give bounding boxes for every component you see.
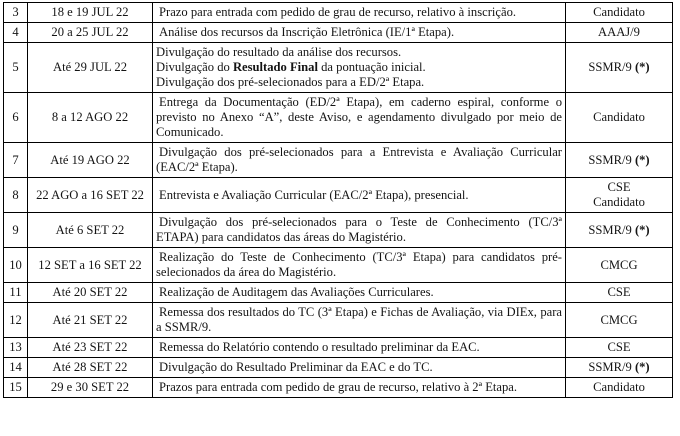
description-line: Entrevista e Avaliação Curricular (EAC/2ª Etapa), presencial. [159,187,469,202]
table-row [4,303,673,338]
cell-row-number: 4 [4,23,28,43]
cell-date: Até 29 JUL 22 [28,43,153,93]
schedule-table [3,2,673,398]
cell-row-number: 14 [4,358,28,378]
cell-responsible [566,43,673,93]
table-row [4,93,673,143]
cell-date: 8 a 12 AGO 22 [28,93,153,143]
cell-row-number: 3 [4,3,28,23]
cell-responsible [566,178,673,213]
schedule-table-body [4,3,673,398]
responsible-line: Candidato [593,110,645,124]
table-row [4,338,673,358]
description-line: Entrega da Documentação (ED/2ª Etapa), em caderno espiral, conforme o previsto no Anexo “A”, deste Aviso, e agendamento divulgado por meio de Comunicado. [156,95,562,139]
description-line: Divulgação dos pré-selecionados para a Entrevista e Avaliação Curricular (EAC/2ª Etapa). [156,145,562,174]
description-line: Divulgação do Resultado Preliminar da EAC e do TC. [159,360,433,374]
cell-date: 29 e 30 SET 22 [28,378,153,398]
cell-row-number: 9 [4,213,28,248]
cell-date: Até 28 SET 22 [28,358,153,378]
responsible-line: SSMR/9 (*) [588,152,650,167]
responsible-line: Candidato [593,380,645,394]
description-line: Prazos para entrada com pedido de grau de recurso, relativo à 2ª Etapa. [159,380,518,394]
table-row [4,378,673,398]
responsible-line: SSMR/9 (*) [588,222,650,237]
cell-responsible [566,303,673,338]
description-line: Realização de Auditagem das Avaliações Curriculares. [159,285,434,299]
cell-date: 12 SET a 16 SET 22 [28,248,153,283]
cell-responsible [566,338,673,358]
responsible-line: CSE [607,285,631,299]
cell-row-number: 8 [4,178,28,213]
cell-date: 20 a 25 JUL 22 [28,23,153,43]
cell-description [153,3,566,23]
cell-row-number: 7 [4,143,28,178]
cell-responsible [566,358,673,378]
cell-description [153,23,566,43]
cell-responsible [566,213,673,248]
cell-description [153,93,566,143]
cell-row-number: 11 [4,283,28,303]
cell-row-number: 12 [4,303,28,338]
description-line: Divulgação dos pré-selecionados para a ED/2ª Etapa. [156,75,425,89]
description-line: Análise dos recursos da Inscrição Eletrônica (IE/1ª Etapa). [159,25,455,39]
cell-responsible [566,3,673,23]
table-row [4,358,673,378]
description-line: Divulgação dos pré-selecionados para o Teste de Conhecimento (TC/3ª ETAPA) para candidatos das áreas do Magistério. [156,215,562,244]
cell-date: Até 6 SET 22 [28,213,153,248]
table-row [4,283,673,303]
cell-date: 18 e 19 JUL 22 [28,3,153,23]
cell-responsible [566,143,673,178]
responsible-line: SSMR/9 (*) [588,60,650,74]
cell-row-number: 15 [4,378,28,398]
table-row [4,23,673,43]
description-line: Divulgação do Resultado Final da pontuação inicial. [156,60,426,74]
responsible-line: Candidato [593,5,645,19]
description-line: Divulgação do resultado da análise dos recursos. [156,45,402,59]
table-row [4,143,673,178]
cell-row-number: 10 [4,248,28,283]
cell-description [153,338,566,358]
responsible-line: CSE [607,340,631,354]
cell-description [153,378,566,398]
cell-description [153,178,566,213]
cell-responsible [566,378,673,398]
cell-row-number: 13 [4,338,28,358]
cell-responsible [566,283,673,303]
cell-row-number: 6 [4,93,28,143]
cell-date: Até 23 SET 22 [28,338,153,358]
document-page [3,2,673,398]
responsible-line: SSMR/9 (*) [588,360,650,374]
table-row [4,213,673,248]
responsible-line: CMCG [600,257,638,272]
cell-description [153,43,566,93]
description-line: Remessa do Relatório contendo o resultado preliminar da EAC. [159,340,480,354]
cell-description [153,358,566,378]
cell-description [153,283,566,303]
table-row [4,178,673,213]
responsible-line: CSE [607,180,631,194]
cell-date: Até 19 AGO 22 [28,143,153,178]
cell-date: 22 AGO a 16 SET 22 [28,178,153,213]
description-line: Prazo para entrada com pedido de grau de recurso, relativo à inscrição. [159,5,517,19]
table-row [4,3,673,23]
cell-responsible [566,93,673,143]
responsible-line: AAAJ/9 [598,25,640,39]
cell-description [153,213,566,248]
description-line: Realização do Teste de Conhecimento (TC/3ª Etapa) para candidatos pré-selecionados da área do Magistério. [156,250,562,279]
description-line: Remessa dos resultados do TC (3ª Etapa) e Fichas de Avaliação, via DIEx, para a SSMR/9. [156,305,562,334]
cell-description [153,303,566,338]
cell-row-number: 5 [4,43,28,93]
cell-description [153,248,566,283]
cell-date: Até 20 SET 22 [28,283,153,303]
responsible-line: CMCG [600,312,638,327]
cell-description [153,143,566,178]
cell-responsible [566,248,673,283]
table-row [4,248,673,283]
responsible-line: Candidato [593,195,645,209]
cell-responsible [566,23,673,43]
table-row [4,43,673,93]
cell-date: Até 21 SET 22 [28,303,153,338]
